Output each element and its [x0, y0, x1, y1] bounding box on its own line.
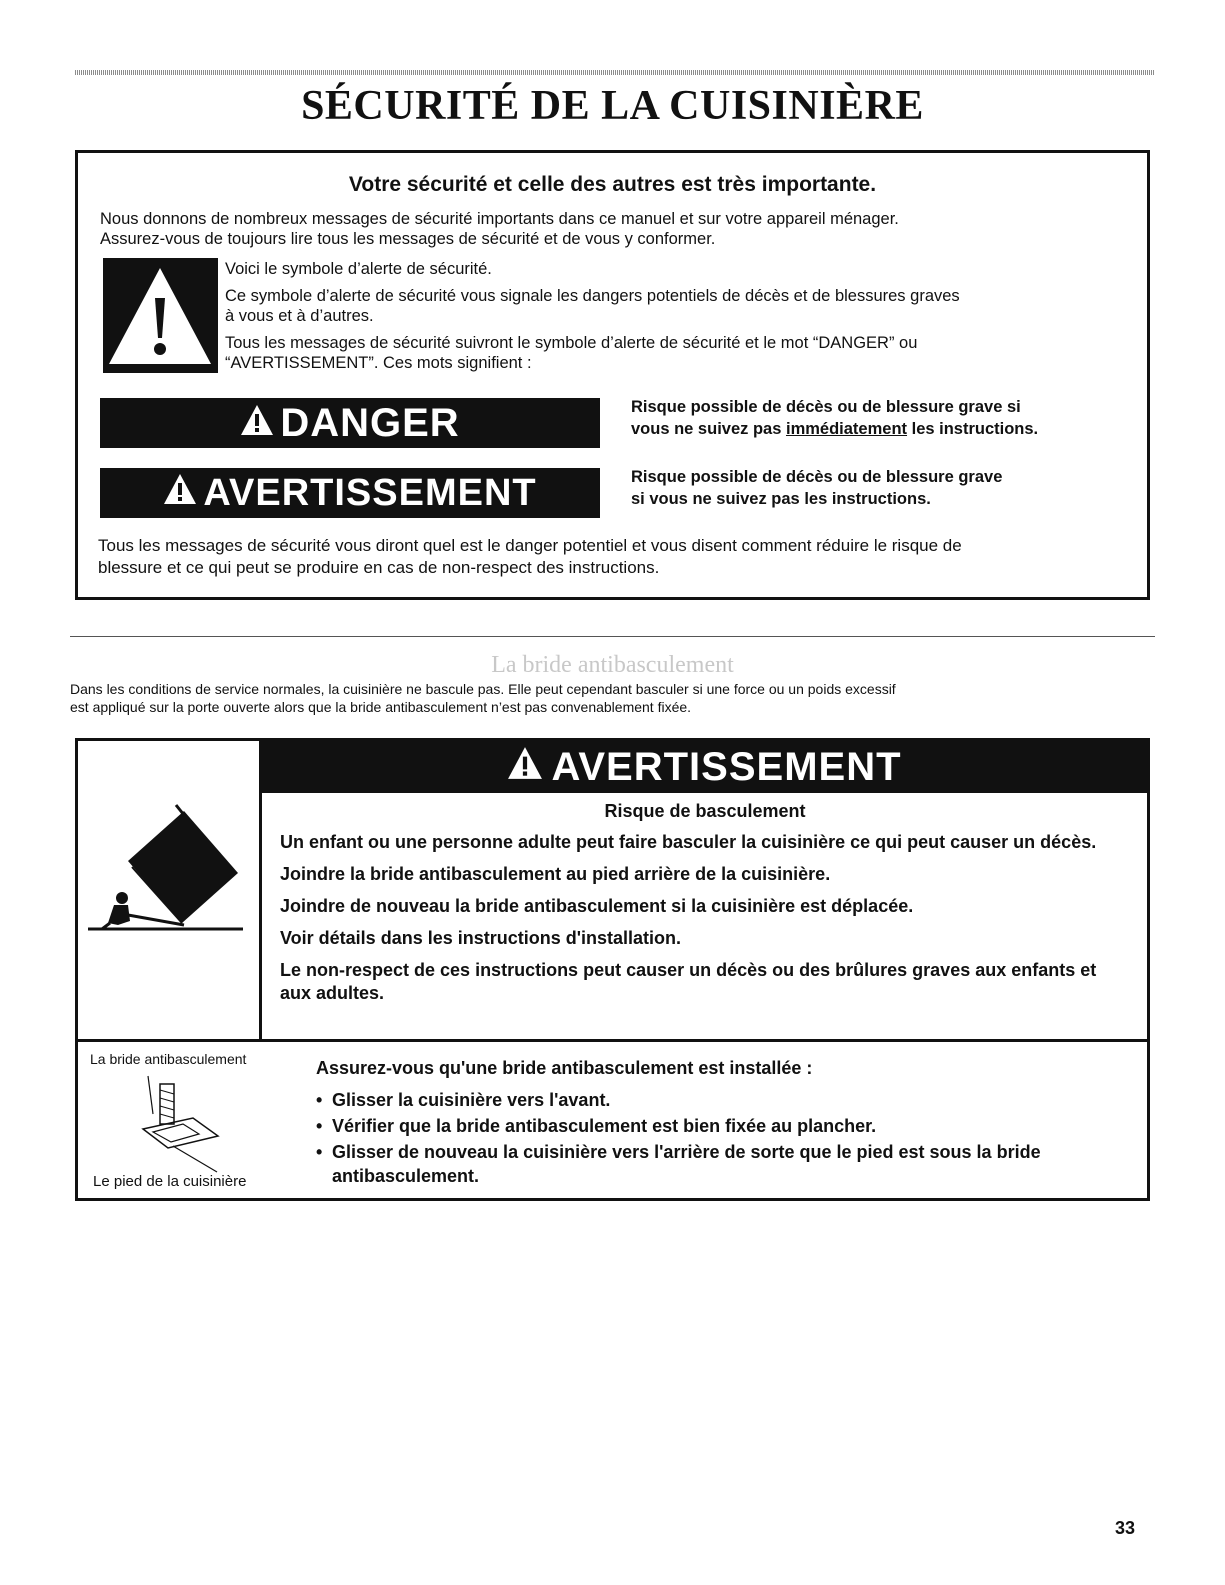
danger-desc-line-1: Risque possible de décès ou de blessure grave si — [631, 398, 1021, 416]
page-title: SÉCURITÉ DE LA CUISINIÈRE — [301, 83, 924, 129]
safety-intro-line-2: Assurez-vous de toujours lire tous les messages de sécurité et de vous y conformer. — [100, 230, 716, 248]
box-divider-horizontal — [78, 1039, 1147, 1042]
symbol-text-1: Voici le symbole d’alerte de sécurité. — [225, 260, 492, 278]
symbol-text-3a: Tous les messages de sécurité suivront le symbole d’alerte de sécurité et le mot “DANGER” ou — [225, 334, 918, 352]
tip-over-illustration — [88, 801, 253, 941]
danger-label: DANGER — [280, 400, 460, 445]
install-step: • Glisser de nouveau la cuisinière vers l'arrière de sorte que le pied est sous la bride antibasculement. — [316, 1140, 1136, 1188]
safety-intro — [100, 209, 1140, 249]
warning-signal-word — [100, 468, 600, 518]
symbol-text-2b: à vous et à d’autres. — [225, 307, 374, 325]
install-step: • Glisser la cuisinière vers l'avant. — [316, 1088, 1136, 1112]
anti-tip-para-line-1: Dans les conditions de service normales, la cuisinière ne bascule pas. Elle peut cependant basculer si une force ou un poids excessif — [70, 681, 896, 697]
safety-footer-line-1: Tous les messages de sécurité vous diront quel est le danger potentiel et vous disent comment réduire le risque de — [98, 536, 962, 555]
anti-tip-para-line-2: est appliqué sur la porte ouverte alors que la bride antibasculement n’est pas convenablement fixée. — [70, 699, 692, 715]
alert-triangle-icon — [163, 472, 197, 515]
install-steps — [316, 1088, 1136, 1188]
danger-desc-underlined: immédiatement — [785, 420, 908, 438]
anti-tip-section-title: La bride antibasculement — [491, 652, 734, 678]
anti-tip-bracket-illustration — [133, 1074, 243, 1174]
symbol-text-3b: “AVERTISSEMENT”. Ces mots signifient : — [225, 354, 532, 372]
danger-desc-post: les instructions. — [907, 420, 1039, 438]
warning-desc-line-1: Risque possible de décès ou de blessure grave — [631, 468, 1003, 486]
install-instructions — [316, 1058, 1136, 1190]
warning-banner — [262, 741, 1147, 793]
symbol-text-2a: Ce symbole d’alerte de sécurité vous signale les dangers potentiels de décès et de blessures graves — [225, 287, 960, 305]
warning-description — [631, 466, 1141, 510]
warning-banner-label: AVERTISSEMENT — [551, 744, 902, 789]
tip-over-warning-box — [75, 738, 1150, 1201]
safety-footer — [98, 535, 1138, 579]
risk-title: Risque de basculement — [604, 801, 806, 821]
warning-desc-line-2: si vous ne suivez pas les instructions. — [631, 490, 931, 508]
warning-line: Joindre de nouveau la bride antibasculement si la cuisinière est déplacée. — [280, 896, 914, 916]
foot-label: Le pied de la cuisinière — [93, 1173, 247, 1190]
install-step: • Vérifier que la bride antibasculement est bien fixée au plancher. — [316, 1114, 1136, 1138]
warning-line: Le non-respect de ces instructions peut causer un décès ou des brûlures graves aux enfants et aux adultes. — [280, 960, 1097, 1003]
danger-description — [631, 396, 1141, 440]
warning-line: Voir détails dans les instructions d'installation. — [280, 928, 682, 948]
install-title: Assurez-vous qu'une bride antibasculement est installée : — [316, 1058, 813, 1078]
danger-signal-word — [100, 398, 600, 448]
safety-intro-line-1: Nous donnons de nombreux messages de sécurité importants dans ce manuel et sur votre appareil ménager. — [100, 210, 899, 228]
section-rule — [70, 636, 1155, 637]
top-rule — [75, 70, 1155, 75]
warning-line: Un enfant ou une personne adulte peut faire basculer la cuisinière ce qui peut causer un décès. — [280, 832, 1097, 852]
symbol-text-2 — [225, 286, 1125, 326]
warning-label: AVERTISSEMENT — [203, 471, 537, 514]
alert-triangle-icon — [507, 745, 543, 790]
danger-desc-pre: vous ne suivez pas — [631, 420, 786, 438]
safety-info-box — [75, 150, 1150, 600]
safety-footer-line-2: blessure et ce qui peut se produire en cas de non-respect des instructions. — [98, 558, 660, 577]
safety-alert-triangle-icon — [103, 258, 218, 373]
page-number: 33 — [1115, 1518, 1136, 1538]
safety-heading: Votre sécurité et celle des autres est très importante. — [348, 173, 877, 196]
alert-triangle-icon — [240, 401, 274, 446]
safety-alert-symbol — [103, 258, 218, 373]
warning-line: Joindre la bride antibasculement au pied arrière de la cuisinière. — [280, 864, 831, 884]
warning-content — [280, 801, 1130, 1014]
bracket-label: La bride antibasculement — [90, 1051, 247, 1067]
symbol-text-3 — [225, 333, 1125, 373]
anti-tip-paragraph — [70, 680, 1155, 716]
